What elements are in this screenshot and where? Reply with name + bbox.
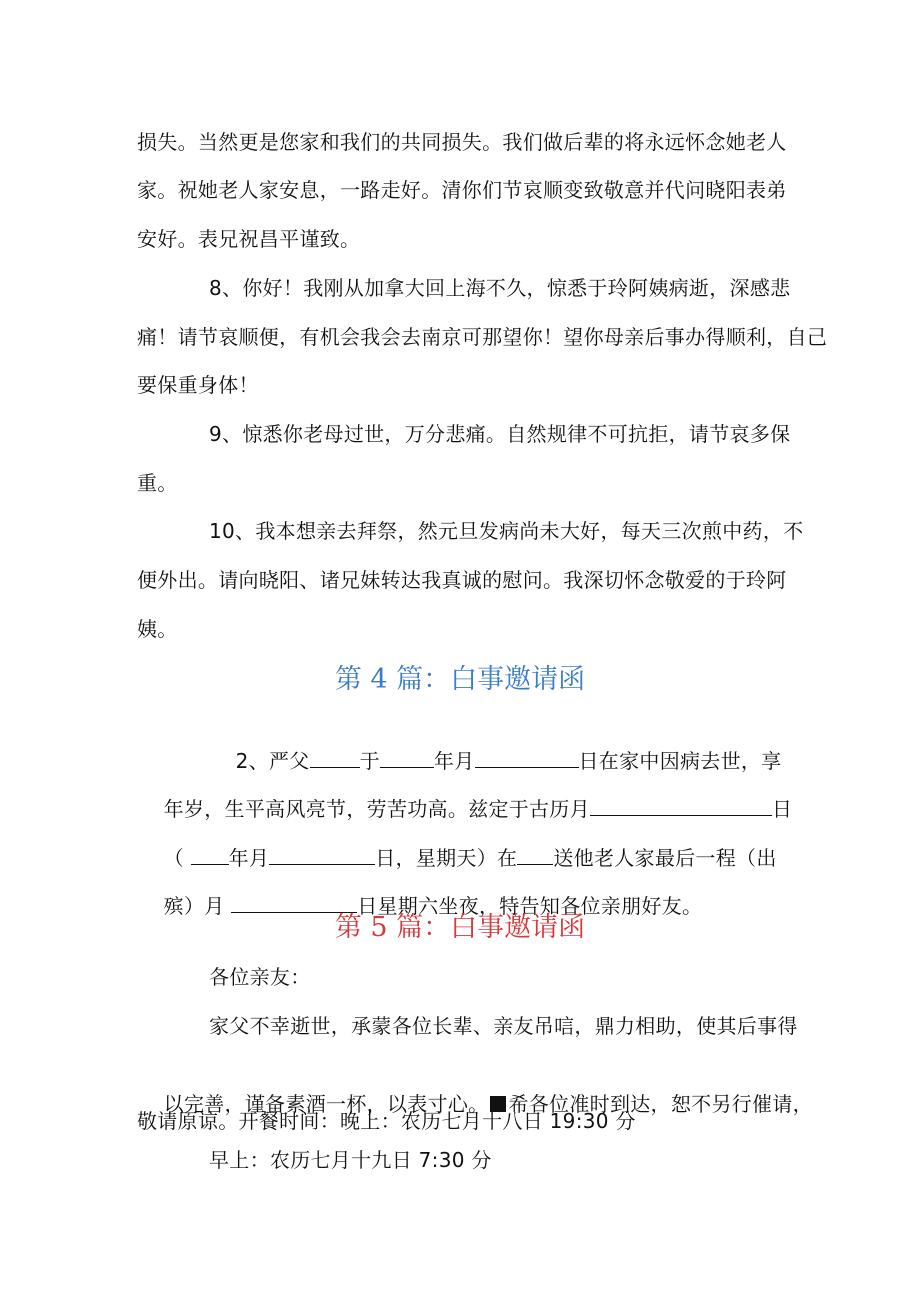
item-10-line: 便外出。请向晓阳、诸兄妹转达我真诚的慰问。我深切怀念敬爱的于玲阿 bbox=[137, 568, 787, 592]
item-10-line: 10、我本想亲去拜祭，然元旦发病尚未大好，每天三次煎中药，不 bbox=[209, 519, 804, 543]
item-8-line: 8、你好！我刚从加拿大回上海不久，惊悉于玲阿姨病逝，深感悲 bbox=[209, 276, 791, 300]
text-fragment: 日 bbox=[771, 797, 793, 821]
item-9-line: 重。 bbox=[137, 471, 178, 495]
text-fragment: 日在家中因病去世，享 bbox=[578, 749, 782, 773]
text-fragment: 日星期六坐夜，特告知各位亲朋好友。 bbox=[357, 894, 703, 918]
item-9-line: 9、惊悉你老母过世，万分悲痛。自然规律不可抗拒，请节哀多保 bbox=[209, 422, 791, 446]
item-8-line: 痛！请节哀顺便，有机会我会去南京可那望你！望你母亲后事办得顺利，自己 bbox=[137, 325, 828, 349]
text-fragment: 殡）月 bbox=[163, 894, 232, 918]
paragraph-line: 家。祝她老人家安息，一路走好。清你们节哀顺变致敬意并代问晓阳表弟 bbox=[137, 178, 787, 202]
section-5-line: 家父不幸逝世，承蒙各位长辈、亲友吊唁，鼎力相助，使其后事得 bbox=[209, 1014, 798, 1038]
section-4-heading: 第 4 篇：白事邀请函 bbox=[334, 664, 586, 695]
text-fragment: （ bbox=[163, 846, 191, 870]
text-fragment: 于 bbox=[359, 749, 380, 773]
text-fragment: 希各位准时到达，恕不另行催请， bbox=[508, 1092, 813, 1116]
text-fragment: 以完善，谨备素酒一杯，以表寸心。 bbox=[163, 1092, 489, 1116]
text-fragment: 送他老人家最后一程（出 bbox=[553, 846, 777, 870]
text-fragment: 2、严父 bbox=[235, 749, 310, 773]
item-8-line: 要保重身体！ bbox=[137, 373, 259, 397]
item-10-line: 姨。 bbox=[137, 617, 178, 641]
paragraph-line: 损失。当然更是您家和我们的共同损失。我们做后辈的将永远怀念她老人 bbox=[137, 130, 787, 154]
text-fragment: 日，星期天）在 bbox=[375, 846, 518, 870]
text-fragment: 年月 bbox=[433, 749, 475, 773]
paragraph-line: 安好。表兄祝昌平谨致。 bbox=[137, 227, 361, 251]
text-fragment: 年岁，生平高风亮节，劳苦功高。兹定于古历月 bbox=[163, 797, 590, 821]
section-5-heading: 第 5 篇：白事邀请函 bbox=[334, 912, 586, 943]
morning-time-line: 早上：农历七月十九日 7:30 分 bbox=[209, 1148, 492, 1172]
text-fragment: 年月 bbox=[228, 846, 270, 870]
section-5-line: 敬请原谅。开餐时间：晚上：农历七月十八日 19:30 分 bbox=[137, 1109, 636, 1133]
salutation: 各位亲友： bbox=[209, 965, 311, 989]
